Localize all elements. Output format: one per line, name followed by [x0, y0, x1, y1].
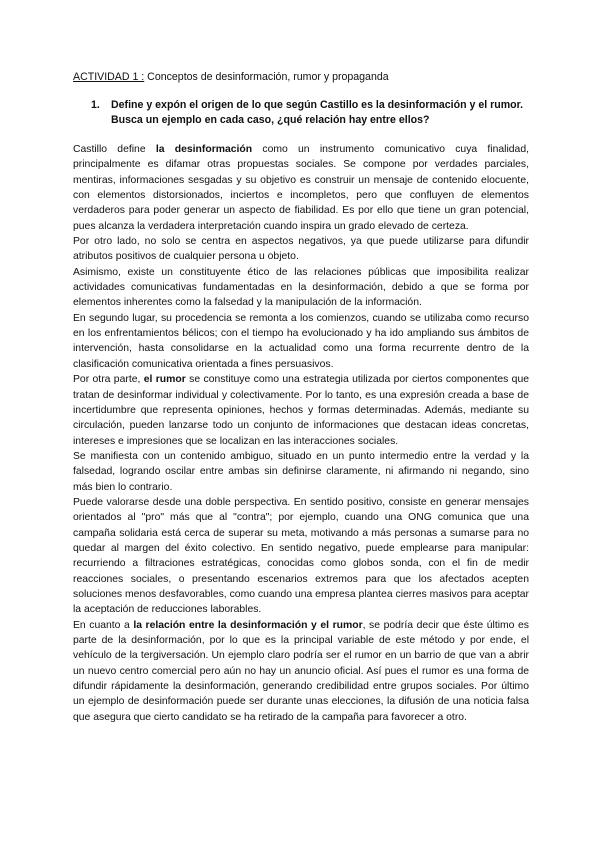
activity-title: Conceptos de desinformación, rumor y propaganda — [144, 71, 389, 83]
text-run: En cuanto a — [73, 619, 134, 631]
text-run: como un instrumento comunicativo cuya finalidad, principalmente es difamar otras propuestas sociales. Se compone por verdades parciales, mentiras, informaciones sesgadas y su objetivo es construir un mensaje de contenido elocuente, con elementos distorsionados, inciertos e incompletos, pero que confluyen de elementos verdaderos para poder generar un aspecto de fiabilidad. Es por ello que tiene un gran potencial, pues alcanza la verdadera interpretación cuando inspira un grado elevado de certeza. — [73, 144, 529, 232]
text-run: Por otra parte, — [73, 374, 144, 386]
activity-heading — [73, 70, 529, 84]
paragraph-origin: En segundo lugar, su procedencia se remonta a los comienzos, cuando se utilizaba como recurso en los enfrentamientos bélicos; con el tiempo ha evolucionado y ha ido ampliando sus ámbitos de intervención, hasta consolidarse en la actualidad como una forma recurrente dentro de la clasificación comunicativa orientada a fines persuasivos. — [73, 312, 529, 370]
paragraph-ethics: Asimismo, existe un constituyente ético de las relaciones públicas que imposibilita realizar actividades comunicativas fundamentadas en la desinformación, debido a que se forma por elementos inherentes como la falsedad y la manipulación de la información. — [73, 266, 529, 309]
question-number: 1. — [91, 99, 100, 111]
bold-term-rumor: el rumor — [143, 374, 186, 386]
paragraph-ambiguity: Se manifiesta con un contenido ambiguo, situado en un punto intermedio entre la verdad y la falsedad, logrando oscilar entre ambas sin definirse claramente, ni afirmando ni negando, sino más bien lo contrario. — [73, 450, 529, 493]
bold-term-relation: la relación entre la desinformación y el rumor — [133, 619, 363, 631]
activity-label: ACTIVIDAD 1 : — [73, 71, 145, 83]
bold-term-desinformacion: la desinformación — [155, 144, 253, 155]
paragraph-rumor-definition — [73, 372, 529, 449]
text-run: se constituye como una estrategia utilizada por ciertos componentes que tratan de desinformar individual y colectivamente. Por lo tanto, es una expresión creada a base de incertidumbre que representa opiniones, hechos y formas determinadas. Además, mediante su circulación, pueden lanzarse todo un conjunto de informaciones que destacan ideas concretas, intereses e impresiones que se localizan en las interacciones sociales. — [73, 374, 530, 447]
question-text: Define y expón el origen de lo que según Castillo es la desinformación y el rumor. Busca un ejemplo en cada caso, ¿qué relación hay entre ellos? — [111, 99, 524, 126]
text-run: Castillo define — [73, 144, 156, 155]
paragraph-desinformacion-definition — [73, 142, 529, 234]
paragraph-positive-aspects: Por otro lado, no solo se centra en aspectos negativos, ya que puede utilizarse para difundir atributos positivos de cualquier persona u objeto. — [73, 236, 529, 263]
paragraph-relation — [73, 618, 529, 725]
text-run: , se podría decir que éste último es parte de la desinformación, por lo que es la principal variable de este método y por ende, el vehículo de la tergiversación. Un ejemplo claro podría ser el rumor en un barrio de que van a abrir un nuevo centro comercial pero aún no hay un anuncio oficial. Así pues el rumor es una forma de difundir rápidamente la desinformación, generando credibilidad entre grupos sociales. Por último un ejemplo de desinformación puede ser durante unas elecciones, la difusión de una noticia falsa que asegura que cierto candidato se ha retirado de la campaña para favorecer a otro. — [73, 619, 529, 723]
paragraph-perspectives: Puede valorarse desde una doble perspectiva. En sentido positivo, consiste en generar mensajes orientados al "pro" más que al "contra"; por ejemplo, cuando una ONG comunica que una campaña solidaria está cerca de superar su meta, motivando a más personas a sumarse para no quedar al margen del éxito colectivo. En sentido negativo, puede emplearse para manipular: recurriendo a filtraciones estratégicas, conocidas como globos sonda, con el fin de medir reacciones sociales, o presentando escenarios extremos para que los afectados acepten soluciones menos desfavorables, como cuando una empresa plantea cierres masivos para aceptar la aceptación de reducciones laborables. — [73, 496, 529, 616]
document-page — [73, 70, 529, 725]
question-1 — [91, 98, 529, 128]
